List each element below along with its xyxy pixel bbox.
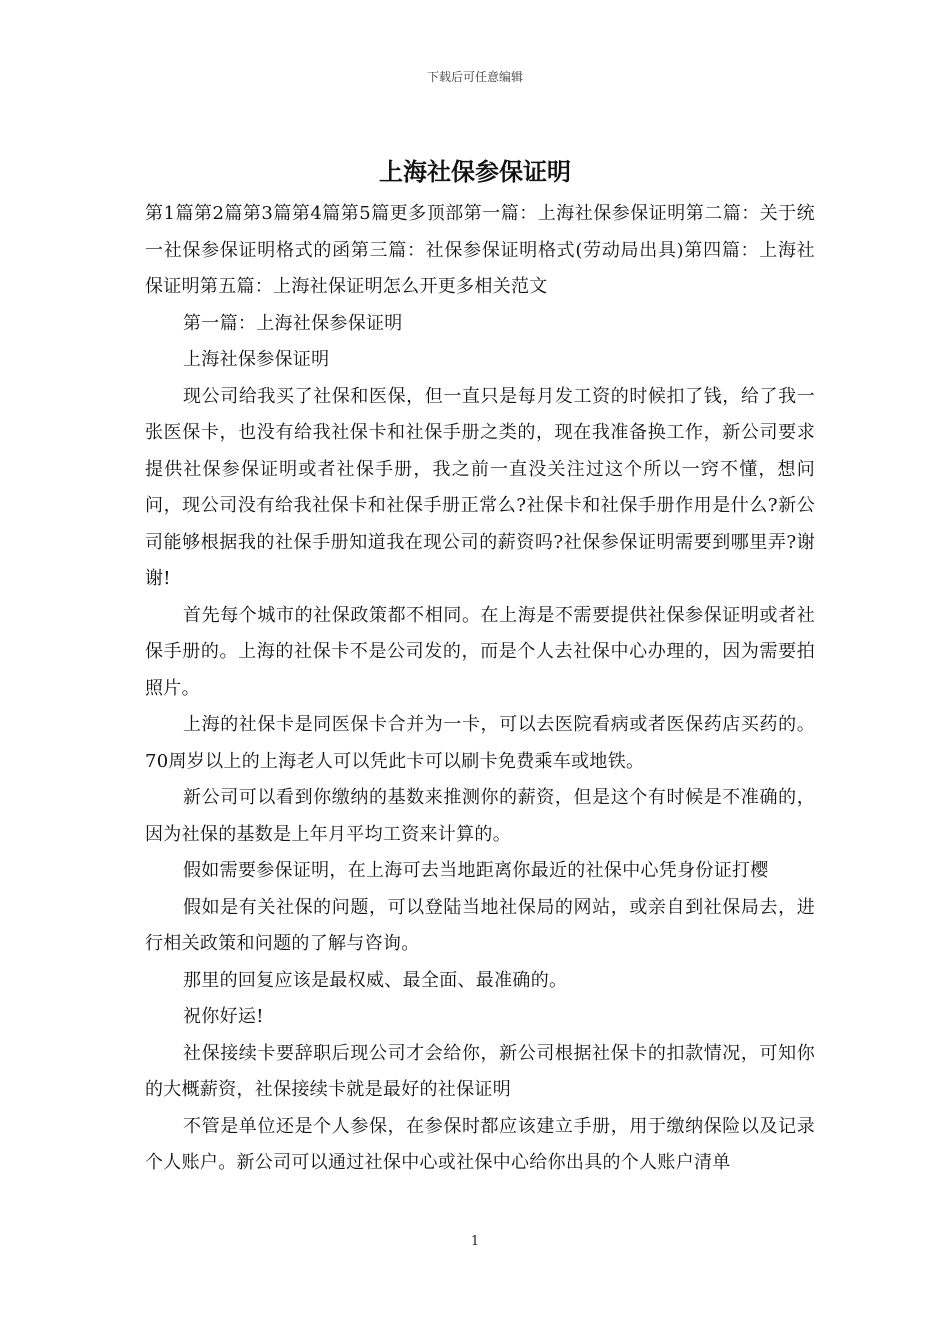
body-paragraph: 假如需要参保证明，在上海可去当地距离你最近的社保中心凭身份证打樱	[183, 860, 769, 881]
header-note: 下载后可任意编辑	[426, 70, 523, 84]
body-paragraph: 首先每个城市的社保政策都不相同。在上海是不需要提供社保参保证明或者社保手册的。上海的社保卡不是公司发的，而是个人去社保中心办理的，因为需要拍照片。	[145, 604, 815, 699]
contents-paragraph: 第1篇第2篇第3篇第4篇第5篇更多顶部第一篇：上海社保参保证明第二篇：关于统一社保参保证明格式的函第三篇：社保参保证明格式(劳动局出具)第四篇：上海社保证明第五篇：上海社保证明怎么开更多相关范文	[145, 203, 815, 297]
body-paragraph: 不管是单位还是个人参保，在参保时都应该建立手册，用于缴纳保险以及记录个人账户。新公司可以通过社保中心或社保中心给你出具的个人账户清单	[145, 1115, 815, 1173]
page-number: 1	[470, 1234, 480, 1249]
sub-heading: 上海社保参保证明	[183, 349, 330, 370]
document-title: 上海社保参保证明	[379, 157, 571, 186]
body-paragraph: 假如是有关社保的问题，可以登陆当地社保局的网站，或亲自到社保局去，进行相关政策和问题的了解与咨询。	[145, 896, 815, 954]
body-paragraph: 社保接续卡要辞职后现公司才会给你，新公司根据社保卡的扣款情况，可知你的大概薪资，社保接续卡就是最好的社保证明	[145, 1042, 815, 1100]
question-paragraph: 现公司给我买了社保和医保，但一直只是每月发工资的时候扣了钱，给了我一张医保卡，也没有给我社保卡和社保手册之类的，现在我准备换工作，新公司要求提供社保参保证明或者社保手册，我之前一直没关注过这个所以一窍不懂，想问问，现公司没有给我社保卡和社保手册正常么?社保卡和社保手册作用是什么?新公司能够根据我的社保手册知道我在现公司的薪资吗?社保参保证明需要到哪里弄?谢谢!	[145, 385, 815, 589]
body-paragraph: 上海的社保卡是同医保卡合并为一卡，可以去医院看病或者医保药店买药的。70周岁以上的上海老人可以凭此卡可以刷卡免费乘车或地铁。	[145, 714, 815, 772]
section-heading: 第一篇：上海社保参保证明	[183, 312, 403, 334]
document-body	[145, 196, 815, 1182]
body-paragraph: 那里的回复应该是最权威、最全面、最准确的。	[183, 969, 568, 991]
body-paragraph: 新公司可以看到你缴纳的基数来推测你的薪资，但是这个有时候是不准确的，因为社保的基数是上年月平均工资来计算的。	[145, 787, 815, 845]
body-paragraph: 祝你好运!	[183, 1006, 264, 1027]
